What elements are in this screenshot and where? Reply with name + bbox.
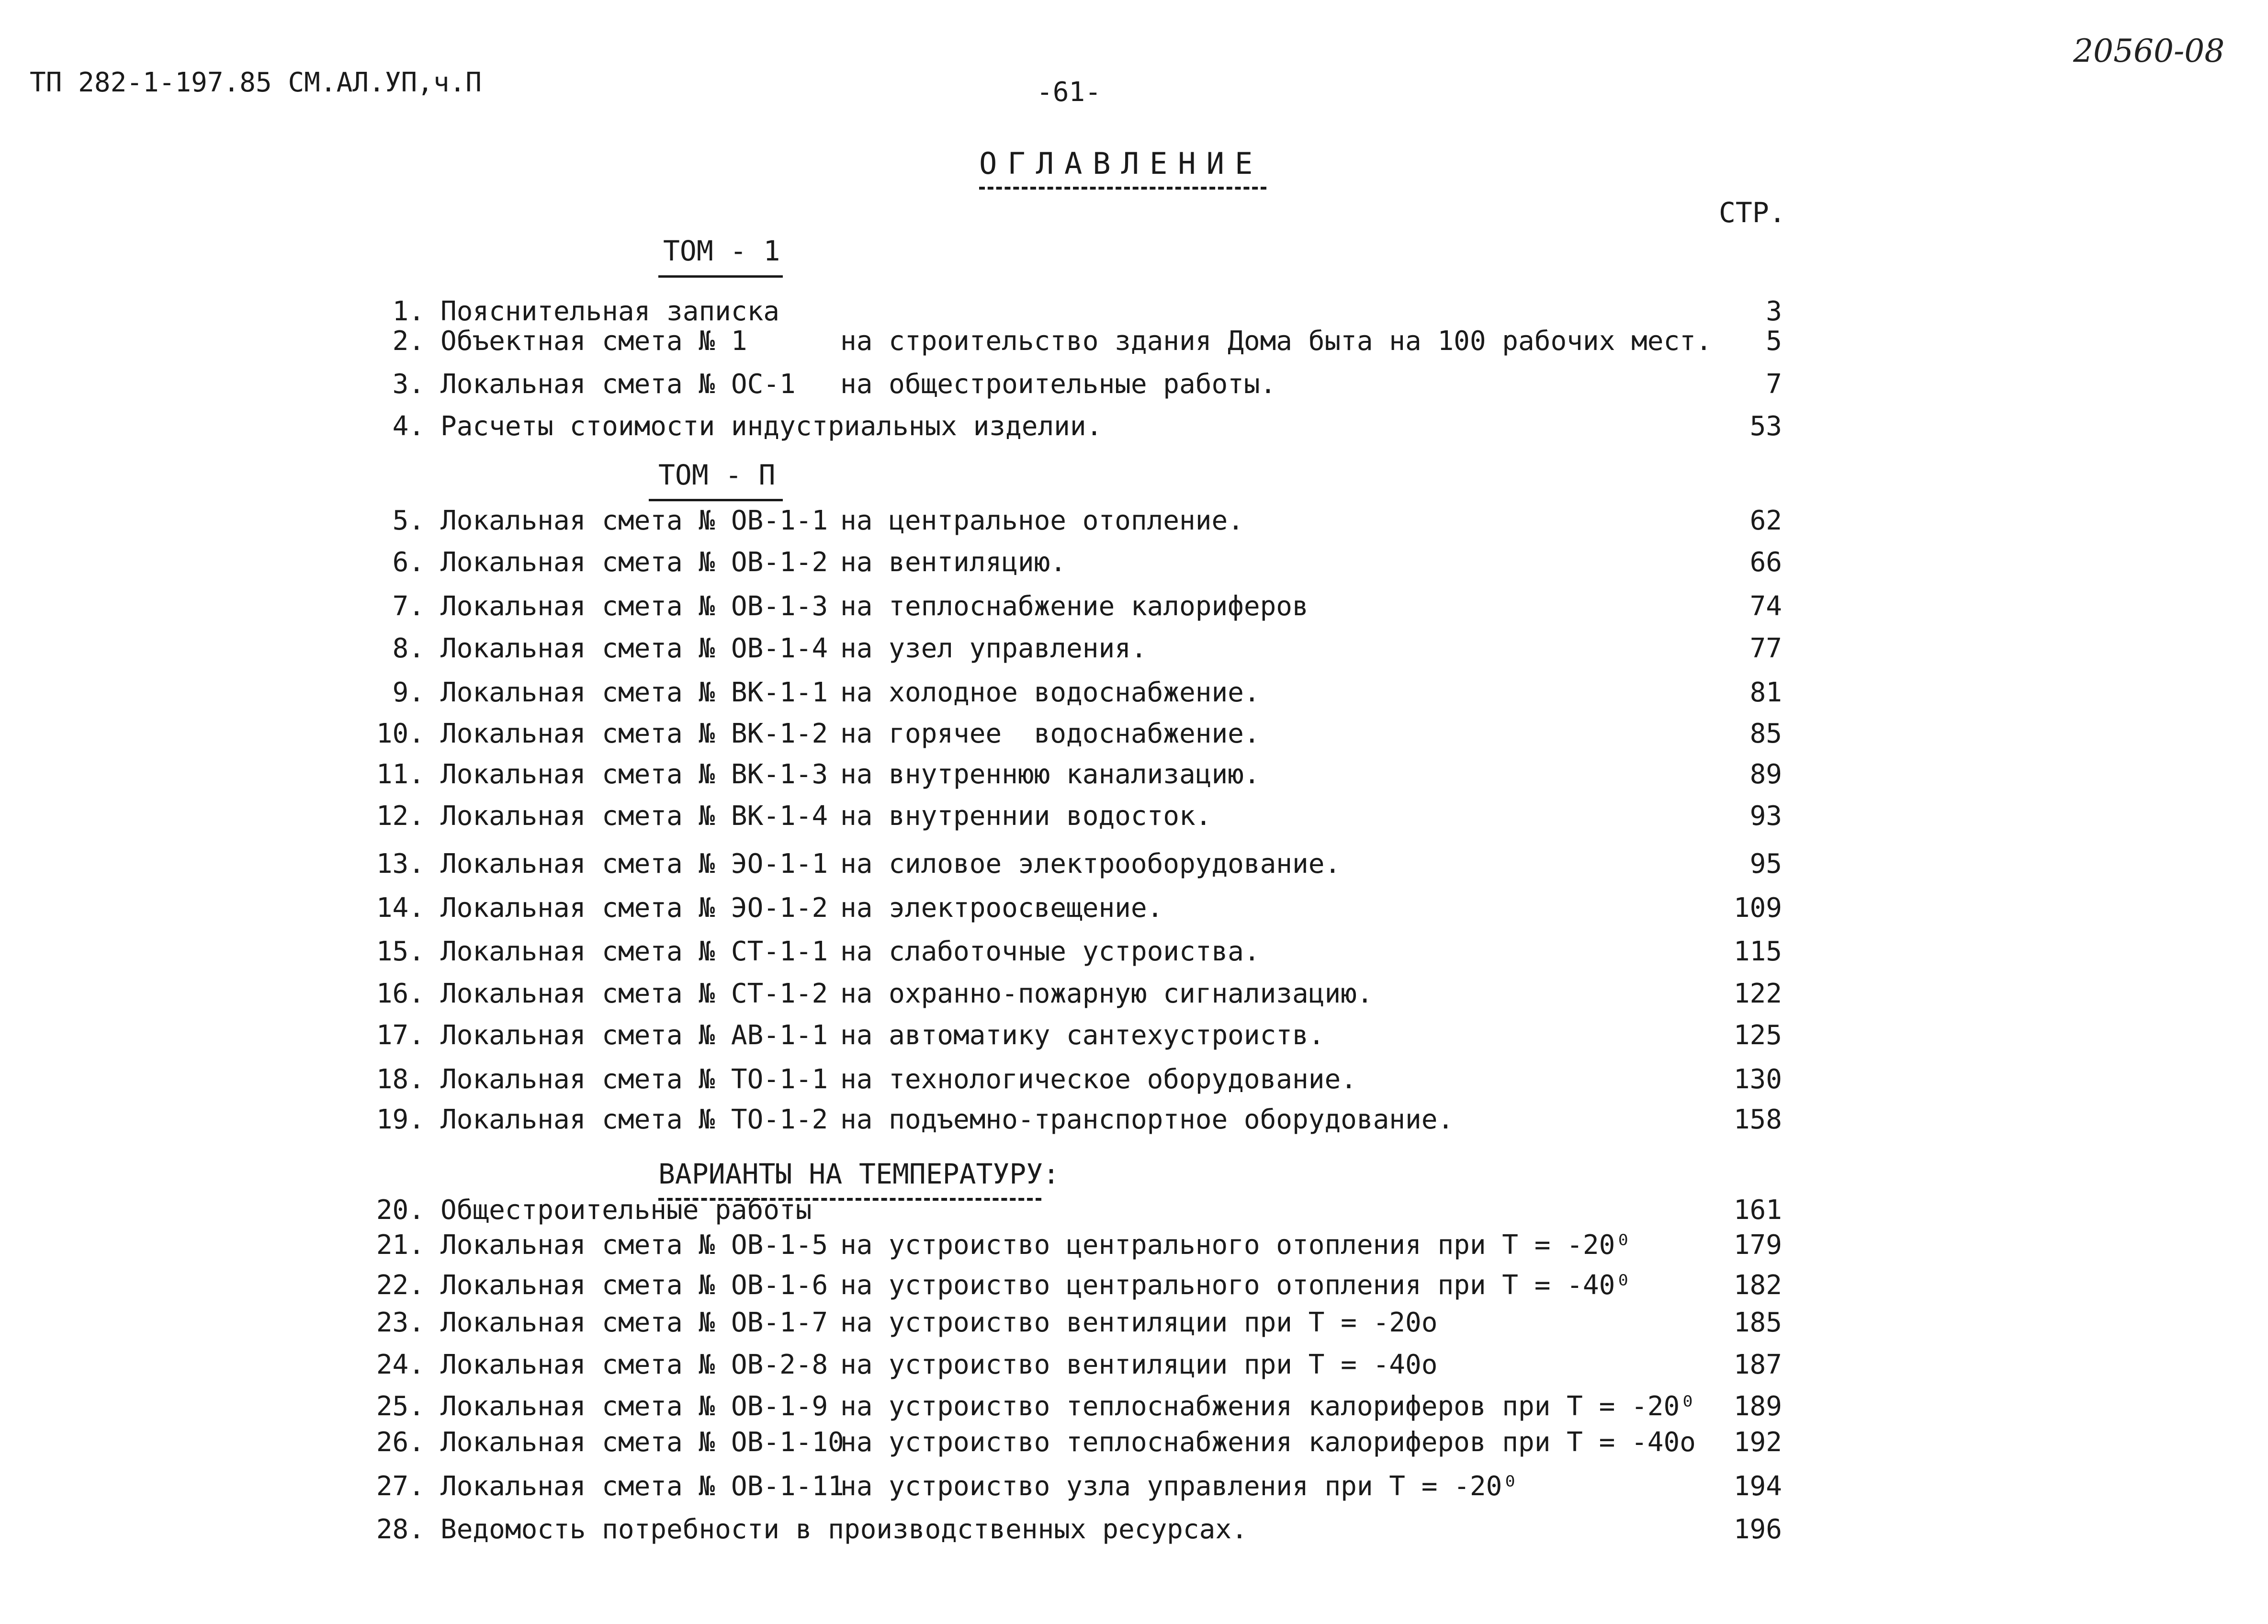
entry-description: на устроиство теплоснабжения калориферов при Т = -40о — [840, 1427, 1696, 1458]
toc-entry — [0, 1020, 2268, 1053]
entry-page-number: 179 — [1733, 1229, 1782, 1261]
entry-number: 6. — [392, 547, 425, 578]
entry-description: на устроиство вентиляции при Т = -20о — [840, 1307, 1438, 1338]
entry-document: Локальная смета № ТО-1-2 — [440, 1104, 828, 1135]
entry-number: 23. — [376, 1307, 425, 1338]
entry-description: на узел управления. — [840, 633, 1147, 664]
entry-page-number: 182 — [1733, 1270, 1782, 1301]
entry-description: на общестроительные работы. — [840, 369, 1276, 400]
toc-entry — [0, 1307, 2268, 1341]
toc-entry — [0, 801, 2268, 834]
entry-description: на горячее водоснабжение. — [840, 718, 1260, 749]
entry-description: на теплоснабжение калориферов — [840, 591, 1309, 622]
entry-document: Локальная смета № ОВ-2-8 — [440, 1349, 828, 1380]
toc-entry — [0, 411, 2268, 444]
page-number: -61- — [1037, 77, 1101, 108]
entry-document: Локальная смета № СТ-1-2 — [440, 978, 828, 1009]
entry-page-number: 85 — [1749, 718, 1782, 749]
entry-description: на внутреннюю канализацию. — [840, 759, 1260, 790]
toc-entry — [0, 326, 2268, 359]
entry-document: Локальная смета № АВ-1-1 — [440, 1020, 828, 1051]
entry-description: на строительство здания Дома быта на 100 рабочих мест. — [840, 326, 1712, 357]
entry-description: на подъемно-транспортное оборудование. — [840, 1104, 1454, 1135]
entry-page-number: 95 — [1749, 848, 1782, 880]
entry-title: Ведомость потребности в производственных ресурсах. — [440, 1514, 1248, 1545]
toc-entry — [0, 677, 2268, 710]
entry-number: 14. — [376, 892, 425, 924]
entry-document: Локальная смета № ВК-1-3 — [440, 759, 828, 790]
entry-number: 18. — [376, 1064, 425, 1095]
entry-description: на автоматику сантехустроиств. — [840, 1020, 1325, 1051]
entry-page-number: 196 — [1733, 1514, 1782, 1545]
section-tom-2-underline — [649, 499, 783, 501]
toc-entry — [0, 505, 2268, 539]
entry-title: Пояснительная записка — [440, 296, 780, 327]
entry-description: на устроиство центрального отопления при Т = -40⁰ — [840, 1270, 1632, 1301]
entry-page-number: 74 — [1749, 591, 1782, 622]
entry-document: Локальная смета № ОВ-1-2 — [440, 547, 828, 578]
entry-document: Локальная смета № ТО-1-1 — [440, 1064, 828, 1095]
toc-entry — [0, 1229, 2268, 1263]
section-tom-1-underline — [658, 275, 783, 278]
entry-number: 2. — [392, 326, 425, 357]
entry-description: на вентиляцию. — [840, 547, 1067, 578]
toc-entry — [0, 369, 2268, 402]
section-tom-2: ТОМ - П — [658, 459, 776, 491]
entry-number: 3. — [392, 369, 425, 400]
entry-description: на устроиство центрального отопления при Т = -20⁰ — [840, 1229, 1632, 1261]
toc-entry — [0, 848, 2268, 882]
entry-description: на слаботочные устроиства. — [840, 936, 1260, 967]
entry-document: Локальная смета № ОВ-1-5 — [440, 1229, 828, 1261]
entry-page-number: 5 — [1766, 326, 1782, 357]
section-tom-1: ТОМ - 1 — [663, 235, 780, 267]
entry-number: 25. — [376, 1391, 425, 1422]
entry-number: 22. — [376, 1270, 425, 1301]
toc-entry — [0, 1064, 2268, 1097]
entry-document: Локальная смета № ЭО-1-1 — [440, 848, 828, 880]
entry-number: 19. — [376, 1104, 425, 1135]
entry-description: на холодное водоснабжение. — [840, 677, 1260, 708]
entry-number: 7. — [392, 591, 425, 622]
toc-entry — [0, 633, 2268, 666]
toc-title-underline — [979, 187, 1266, 190]
section-variants: ВАРИАНТЫ НА ТЕМПЕРАТУРУ: — [658, 1158, 1060, 1190]
entry-number: 17. — [376, 1020, 425, 1051]
entry-number: 16. — [376, 978, 425, 1009]
entry-page-number: 192 — [1733, 1427, 1782, 1458]
entry-number: 27. — [376, 1471, 425, 1502]
toc-entry — [0, 718, 2268, 752]
entry-document: Локальная смета № ОВ-1-1 — [440, 505, 828, 536]
entry-page-number: 109 — [1733, 892, 1782, 924]
entry-description: на охранно-пожарную сигнализацию. — [840, 978, 1373, 1009]
toc-title: ОГЛАВЛЕНИЕ — [979, 146, 1264, 181]
entry-number: 26. — [376, 1427, 425, 1458]
entry-document: Локальная смета № ОВ-1-7 — [440, 1307, 828, 1338]
entry-page-number: 53 — [1749, 411, 1782, 442]
entry-document: Локальная смета № ОВ-1-9 — [440, 1391, 828, 1422]
toc-entry — [0, 1471, 2268, 1504]
entry-page-number: 62 — [1749, 505, 1782, 536]
toc-entry — [0, 296, 2268, 329]
page-column-header: СТР. — [1719, 196, 1786, 229]
entry-description: на силовое электрооборудование. — [840, 848, 1341, 880]
entry-number: 20. — [376, 1195, 425, 1226]
entry-page-number: 89 — [1749, 759, 1782, 790]
entry-page-number: 161 — [1733, 1195, 1782, 1226]
entry-page-number: 158 — [1733, 1104, 1782, 1135]
entry-number: 5. — [392, 505, 425, 536]
entry-number: 15. — [376, 936, 425, 967]
entry-document: Локальная смета № ЭО-1-2 — [440, 892, 828, 924]
toc-entry — [0, 1104, 2268, 1138]
entry-page-number: 66 — [1749, 547, 1782, 578]
toc-entry — [0, 892, 2268, 926]
entry-page-number: 185 — [1733, 1307, 1782, 1338]
entry-number: 28. — [376, 1514, 425, 1545]
toc-entry — [0, 759, 2268, 792]
entry-page-number: 130 — [1733, 1064, 1782, 1095]
entry-number: 10. — [376, 718, 425, 749]
entry-number: 4. — [392, 411, 425, 442]
entry-page-number: 187 — [1733, 1349, 1782, 1380]
entry-document: Локальная смета № ВК-1-2 — [440, 718, 828, 749]
toc-entry — [0, 591, 2268, 624]
archive-number: 20560-08 — [2073, 33, 2225, 69]
entry-page-number: 93 — [1749, 801, 1782, 832]
entry-document: Локальная смета № ОС-1 — [440, 369, 796, 400]
entry-description: на устроиство вентиляции при Т = -40о — [840, 1349, 1438, 1380]
entry-document: Локальная смета № ОВ-1-6 — [440, 1270, 828, 1301]
entry-number: 1. — [392, 296, 425, 327]
entry-description: на устроиство теплоснабжения калориферов при Т = -20⁰ — [840, 1391, 1696, 1422]
entry-number: 12. — [376, 801, 425, 832]
entry-page-number: 125 — [1733, 1020, 1782, 1051]
entry-number: 21. — [376, 1229, 425, 1261]
toc-entry — [0, 1391, 2268, 1424]
entry-page-number: 77 — [1749, 633, 1782, 664]
toc-entry — [0, 1514, 2268, 1547]
toc-entry — [0, 978, 2268, 1012]
toc-entry — [0, 936, 2268, 970]
entry-document: Локальная смета № СТ-1-1 — [440, 936, 828, 967]
document-code: ТП 282-1-197.85 СМ.АЛ.УП,ч.П — [30, 67, 482, 98]
entry-document: Объектная смета № 1 — [440, 326, 747, 357]
toc-entry — [0, 547, 2268, 580]
entry-number: 11. — [376, 759, 425, 790]
entry-page-number: 189 — [1733, 1391, 1782, 1422]
entry-document: Локальная смета № ВК-1-1 — [440, 677, 828, 708]
entry-title: Общестроительные работы — [440, 1195, 812, 1226]
entry-document: Локальная смета № ОВ-1-11 — [440, 1471, 844, 1502]
entry-page-number: 115 — [1733, 936, 1782, 967]
entry-document: Локальная смета № ВК-1-4 — [440, 801, 828, 832]
entry-title: Расчеты стоимости индустриальных изделии. — [440, 411, 1103, 442]
entry-document: Локальная смета № ОВ-1-10 — [440, 1427, 844, 1458]
entry-number: 8. — [392, 633, 425, 664]
toc-entry — [0, 1349, 2268, 1383]
entry-page-number: 7 — [1766, 369, 1782, 400]
entry-document: Локальная смета № ОВ-1-3 — [440, 591, 828, 622]
entry-description: на внутреннии водосток. — [840, 801, 1212, 832]
entry-page-number: 122 — [1733, 978, 1782, 1009]
entry-description: на устроиство узла управления при Т = -20⁰ — [840, 1471, 1519, 1502]
entry-description: на центральное отопление. — [840, 505, 1244, 536]
entry-page-number: 194 — [1733, 1471, 1782, 1502]
entry-document: Локальная смета № ОВ-1-4 — [440, 633, 828, 664]
entry-number: 13. — [376, 848, 425, 880]
toc-entry — [0, 1270, 2268, 1303]
toc-entry — [0, 1195, 2268, 1228]
entry-number: 24. — [376, 1349, 425, 1380]
entry-page-number: 81 — [1749, 677, 1782, 708]
toc-entry — [0, 1427, 2268, 1460]
entry-description: на электроосвещение. — [840, 892, 1163, 924]
entry-page-number: 3 — [1766, 296, 1782, 327]
entry-description: на технологическое оборудование. — [840, 1064, 1357, 1095]
entry-number: 9. — [392, 677, 425, 708]
